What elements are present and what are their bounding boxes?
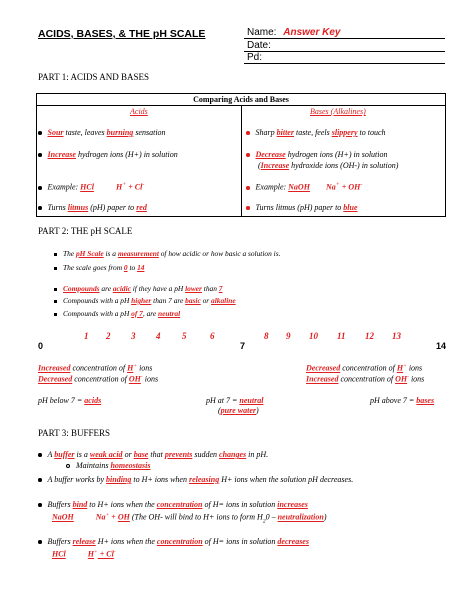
base-oh-concentration <box>306 374 424 384</box>
bullet-icon <box>38 206 42 210</box>
text: that <box>148 450 165 459</box>
scale-number: 12 <box>365 331 374 341</box>
text: - <box>360 182 363 188</box>
text: + <box>105 512 110 518</box>
text: OH <box>128 374 141 384</box>
bases-blue: blue <box>343 203 358 212</box>
text: acidic <box>112 284 131 293</box>
bullet-icon <box>38 503 42 507</box>
bullet-icon <box>38 131 42 135</box>
bullet-icon <box>246 153 250 157</box>
text: hydrogen ions (H+) in solution <box>75 150 178 159</box>
text: base <box>133 450 149 459</box>
text: of H= ions in solution <box>202 500 278 509</box>
bullet-icon <box>38 186 42 190</box>
bases-column-header-text: Bases (Alkalines) <box>310 107 366 116</box>
text: is a <box>74 450 90 459</box>
acids-row-hydrogen <box>38 150 178 159</box>
text: 14 <box>137 263 145 272</box>
text: Example: <box>47 182 81 192</box>
bases-slippery: slippery <box>331 128 358 137</box>
bases-column-header <box>310 107 366 116</box>
bases-row-hydrogen <box>246 150 387 159</box>
text: Sharp <box>255 128 277 137</box>
text: releasing <box>188 475 220 484</box>
text: Example: <box>255 182 289 192</box>
text: Na <box>325 182 336 192</box>
part1-heading: PART 1: ACIDS AND BASES <box>38 72 149 82</box>
text: OH <box>395 374 408 384</box>
text: basic <box>185 296 201 305</box>
acids-litmus: litmus <box>67 203 89 212</box>
pd-underline <box>244 63 445 64</box>
text: H+ ions when the <box>95 537 157 546</box>
text: buffer <box>54 450 75 459</box>
scale-number: 2 <box>106 331 111 341</box>
text: acids <box>84 396 102 405</box>
text: sudden <box>192 450 220 459</box>
text: A <box>47 450 55 459</box>
text: taste, feels <box>293 128 332 137</box>
buffer-homeostasis <box>66 461 150 470</box>
text: alkaline <box>211 296 236 305</box>
text: changes <box>219 450 247 459</box>
bullet-icon <box>246 131 250 135</box>
base-h-concentration <box>306 363 422 373</box>
acid-h-concentration <box>38 363 152 373</box>
text: ions <box>406 363 423 373</box>
text: + OH <box>339 182 361 192</box>
text: ions <box>408 374 425 384</box>
ph-acidic-line <box>54 284 222 293</box>
ph-above-7 <box>370 396 434 405</box>
table-divider <box>241 106 242 216</box>
text: concentration of <box>340 363 397 373</box>
text: increases <box>277 500 308 509</box>
text: Decreased <box>306 363 341 373</box>
date-label: Date: <box>247 40 271 51</box>
bases-row-taste <box>246 128 386 137</box>
text: Na <box>95 512 106 522</box>
text: measurement <box>117 249 159 258</box>
acids-example-hcl: HCl <box>80 182 94 192</box>
text: concentration of <box>72 374 129 384</box>
text: of 7 <box>131 309 143 318</box>
text: (pH) paper to <box>88 203 137 212</box>
text: H+ ions when the solution pH decreases. <box>219 475 354 484</box>
text: taste, leaves <box>63 128 107 137</box>
text: prevents <box>164 450 193 459</box>
text: - <box>407 374 409 380</box>
bullet-icon <box>38 153 42 157</box>
text: are <box>99 284 113 293</box>
text: - <box>142 182 145 188</box>
text: Decreased <box>38 374 73 384</box>
bases-row-hydroxide <box>258 161 398 170</box>
text: 0 – <box>265 512 278 522</box>
text: hydroxide ions (OH-) in solution) <box>289 161 399 170</box>
bases-increase: Increase <box>260 161 290 170</box>
scale-number: 5 <box>182 331 187 341</box>
scale-number: 13 <box>392 331 401 341</box>
text: H <box>127 363 134 373</box>
acids-row-litmus <box>38 203 147 212</box>
text: Buffers <box>47 537 73 546</box>
text: Maintains <box>76 461 111 470</box>
text: or <box>200 296 212 305</box>
text: to <box>127 263 138 272</box>
text: if they have a pH <box>130 284 186 293</box>
acids-burning: burning <box>106 128 134 137</box>
bullet-icon <box>54 253 57 256</box>
text: neutral <box>239 396 264 405</box>
text: Compounds with a pH <box>63 309 132 318</box>
scale-zero: 0 <box>38 341 44 351</box>
ph-scale-range <box>54 263 144 272</box>
ph-at-7-water <box>218 406 259 415</box>
text: + <box>133 363 138 369</box>
acids-sour: Sour <box>47 128 64 137</box>
bullet-icon <box>54 300 57 303</box>
text: A buffer works by <box>47 475 107 484</box>
acids-increase: Increase <box>47 150 76 159</box>
text: pH below 7 = <box>38 396 85 405</box>
text: Increased <box>38 363 71 373</box>
scale-number: 10 <box>309 331 318 341</box>
bases-bitter: bitter <box>276 128 294 137</box>
text: ions <box>137 363 153 373</box>
acid-oh-concentration <box>38 374 158 384</box>
ph-scale-definition <box>54 249 280 258</box>
text: of H= ions in solution <box>202 537 278 546</box>
text: neutral <box>158 309 181 318</box>
bases-example-naoh: NaOH <box>288 182 310 192</box>
text: concentration <box>156 500 203 509</box>
buffer-mechanism <box>38 475 353 484</box>
scale-number: 4 <box>156 331 161 341</box>
scale-number: 9 <box>286 331 291 341</box>
text: + Cl <box>97 549 114 559</box>
acids-row-taste <box>38 128 166 137</box>
bullet-icon <box>246 206 250 210</box>
bullet-icon <box>54 313 57 316</box>
text: neutralization <box>277 512 324 522</box>
text: Compounds <box>63 284 100 293</box>
text: bases <box>416 396 435 405</box>
text: 2 <box>262 518 266 525</box>
text: ( <box>218 406 221 415</box>
text: H <box>115 182 123 192</box>
text: Turns litmus (pH) paper to <box>255 203 344 212</box>
text: NaOH <box>52 512 74 522</box>
text: , are <box>142 309 158 318</box>
text: + <box>122 182 127 188</box>
text: homeostasis <box>110 461 151 470</box>
buffer-release-example <box>52 549 116 559</box>
acids-column-header: Acids <box>130 107 148 116</box>
scale-number: 3 <box>131 331 136 341</box>
text: + <box>403 363 407 369</box>
text: - <box>113 549 116 555</box>
text: in pH. <box>246 450 269 459</box>
text: + Cl <box>126 182 143 192</box>
bases-decrease: Decrease <box>255 150 286 159</box>
text: binding <box>106 475 132 484</box>
text: release <box>72 537 96 546</box>
buffer-bind <box>38 500 308 509</box>
bullet-icon <box>54 288 57 291</box>
name-underline <box>244 38 445 39</box>
bases-row-example <box>246 182 362 192</box>
text: + <box>335 182 340 188</box>
scale-number: 11 <box>337 331 346 341</box>
text: H <box>396 363 404 373</box>
text: + <box>109 512 118 522</box>
scale-number: 6 <box>210 331 215 341</box>
text: concentration of <box>70 363 128 373</box>
text: ) <box>256 406 259 415</box>
text: - <box>140 374 143 380</box>
circle-bullet-icon <box>66 464 70 468</box>
text: OH <box>117 512 130 522</box>
text: ( <box>258 161 261 170</box>
name-field <box>247 27 340 38</box>
bullet-icon <box>38 540 42 544</box>
part3-heading: PART 3: BUFFERS <box>38 428 110 438</box>
text: of how acidic or how basic a solution is. <box>158 249 281 258</box>
text: hydrogen ions (H+) in solution <box>285 150 388 159</box>
scale-seven: 7 <box>240 341 246 351</box>
pd-label: Pd: <box>247 52 263 63</box>
text: (The OH- will bind to H+ ions to form H <box>129 512 263 522</box>
text: pH Scale <box>75 249 104 258</box>
table-title: Comparing Acids and Bases <box>37 94 445 106</box>
acids-red: red <box>136 203 147 212</box>
text: 7 <box>218 284 223 293</box>
page-title: ACIDS, BASES, & THE pH SCALE <box>38 28 206 40</box>
text: pH at 7 = <box>206 396 240 405</box>
ph-basic-line <box>54 296 236 305</box>
text: The scale goes from <box>63 263 124 272</box>
text: HCl <box>52 549 66 559</box>
text: sensation <box>133 128 166 137</box>
text: to H+ ions when <box>131 475 189 484</box>
name-value: Answer Key <box>283 27 341 38</box>
ph-below-7 <box>38 396 101 405</box>
buffer-bind-example <box>52 512 326 524</box>
scale-fourteen: 14 <box>436 341 447 351</box>
name-label: Name: <box>247 27 277 38</box>
text: higher <box>131 296 152 305</box>
bullet-icon <box>54 267 57 270</box>
text: H <box>87 549 95 559</box>
text: than <box>201 284 219 293</box>
acids-row-example <box>38 182 144 192</box>
text: Increased <box>306 374 339 384</box>
ph-at-7 <box>206 396 263 405</box>
text: Compounds with a pH <box>63 296 132 305</box>
text: than 7 are <box>151 296 186 305</box>
text: + <box>94 549 98 555</box>
scale-number: 1 <box>84 331 89 341</box>
ph-neutral-line <box>54 309 180 318</box>
text: lower <box>185 284 202 293</box>
text: concentration of <box>338 374 396 384</box>
scale-number: 8 <box>264 331 269 341</box>
text: Turns <box>47 203 68 212</box>
text: weak acid <box>89 450 123 459</box>
text: ions <box>142 374 159 384</box>
text: The <box>63 249 76 258</box>
buffer-release <box>38 537 309 546</box>
text: pH above 7 = <box>370 396 417 405</box>
text: 0 <box>123 263 128 272</box>
bases-row-litmus <box>246 203 358 212</box>
text: or <box>122 450 134 459</box>
date-underline <box>244 51 445 52</box>
part2-heading: PART 2: THE pH SCALE <box>38 226 133 236</box>
text: is a <box>103 249 118 258</box>
text: bind <box>72 500 88 509</box>
text: to touch <box>357 128 386 137</box>
text: to H+ ions when the <box>87 500 157 509</box>
text: Buffers <box>47 500 73 509</box>
bullet-icon <box>38 453 42 457</box>
text: pure water <box>220 406 257 415</box>
text: ) <box>323 512 327 522</box>
text: decreases <box>277 537 309 546</box>
text: concentration <box>156 537 203 546</box>
bullet-icon <box>38 478 42 482</box>
buffer-definition <box>38 450 268 459</box>
bullet-icon <box>246 186 250 190</box>
